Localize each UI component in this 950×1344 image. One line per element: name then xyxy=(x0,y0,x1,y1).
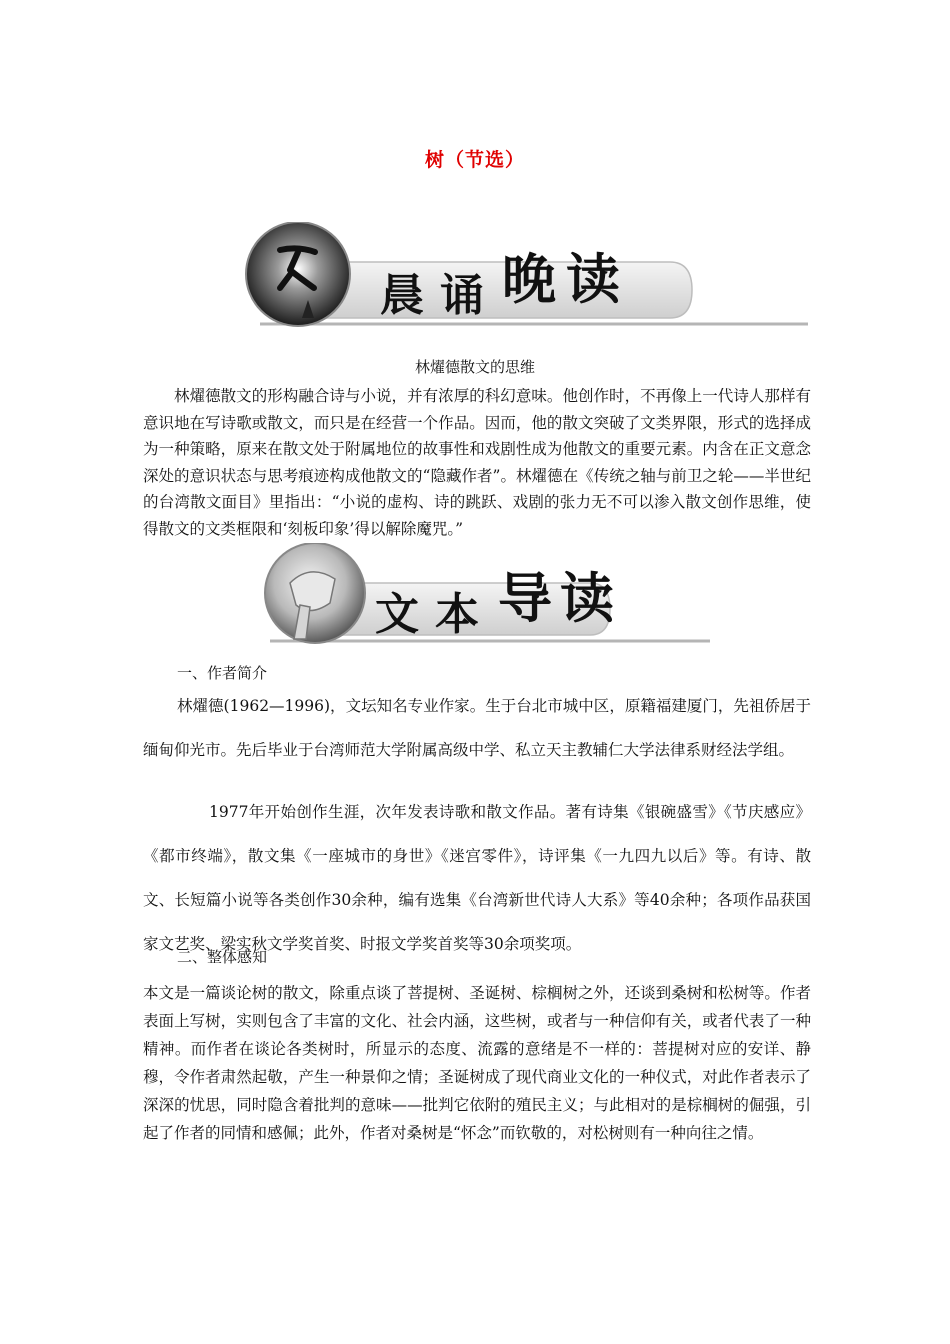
reading-title: 林燿德散文的思维 xyxy=(414,358,535,376)
banner-morning-reading xyxy=(240,222,810,330)
banner1-char-2: 诵 xyxy=(440,270,484,321)
banner1-char-3: 晚 xyxy=(502,247,556,311)
banner2-char-1: 文 xyxy=(375,589,419,640)
section1-paragraph1 xyxy=(143,684,811,772)
reading-body-text: 林燿德散文的形构融合诗与小说，并有浓厚的科幻意味。他创作时，不再像上一代诗人那样有意识地在写诗歌或散文，而只是在经营一个作品。因而，他的散文突破了文类界限，形式的选择成为一种策略，原来在散文处于附属地位的故事性和戏剧性成为他散文的重要元素。内含在正文意念深处的意识状态与思考痕迹构成他散文的“隐藏作者”。林燿德在《传统之轴与前卫之轮——半世纪的台湾散文面目》里指出：“小说的虚构、诗的跳跃、戏剧的张力无不可以渗入散文创作思维，使得散文的文类框限和‘刻板印象’得以解除魔咒。” xyxy=(143,387,811,538)
reading-paragraph xyxy=(143,383,811,542)
banner-text-guide xyxy=(240,543,810,651)
banner2-char-4: 读 xyxy=(560,566,614,630)
banner2-graphic xyxy=(240,543,810,651)
section1-paragraph2 xyxy=(143,790,811,966)
banner1-char-4: 读 xyxy=(566,247,620,311)
section1-p2-text: 1977年开始创作生涯，次年发表诗歌和散文作品。著有诗集《银碗盛雪》《节庆感应》《都市终端》，散文集《一座城市的身世》《迷宫零件》，诗评集《一九四九以后》等。有诗、散文、长短篇小说等各类创作30余种，编有选集《台湾新世代诗人大系》等40余种；各项作品获国家文艺奖、梁实秋文学奖首奖、时报文学奖首奖等30余项奖项。 xyxy=(143,803,811,953)
banner-bar xyxy=(295,262,692,318)
banner1-char-1: 晨 xyxy=(380,270,424,321)
section1-heading: 一、作者简介 xyxy=(177,664,268,682)
section1-p1-text: 林燿德(1962—1996)，文坛知名专业作家。生于台北市城中区，原籍福建厦门，先祖侨居于缅甸仰光市。先后毕业于台湾师范大学附属高级中学、私立天主教辅仁大学法律系财经法学组。 xyxy=(143,697,811,759)
document-title: 树（节选） xyxy=(424,149,525,171)
banner-graphic xyxy=(240,222,810,330)
section2-heading: 二、整体感知 xyxy=(177,948,268,966)
section2-paragraph: 本文是一篇谈论树的散文，除重点谈了菩提树、圣诞树、棕榈树之外，还谈到桑树和松树等。作者表面上写树，实则包含了丰富的文化、社会内涵，这些树，或者与一种信仰有关，或者代表了一种精神。而作者在谈论各类树时，所显示的态度、流露的意绪是不一样的：菩提树对应的安详、静穆，令作者肃然起敬，产生一种景仰之情；圣诞树成了现代商业文化的一种仪式，对此作者表示了深深的忧思，同时隐含着批判的意味——批判它依附的殖民主义；与此相对的是棕榈树的倔强，引起了作者的同情和感佩；此外，作者对桑树是“怀念”而钦敬的，对松树则有一种向往之情。 xyxy=(143,984,811,1142)
banner2-char-2: 本 xyxy=(435,589,479,640)
banner2-char-3: 导 xyxy=(498,566,552,630)
